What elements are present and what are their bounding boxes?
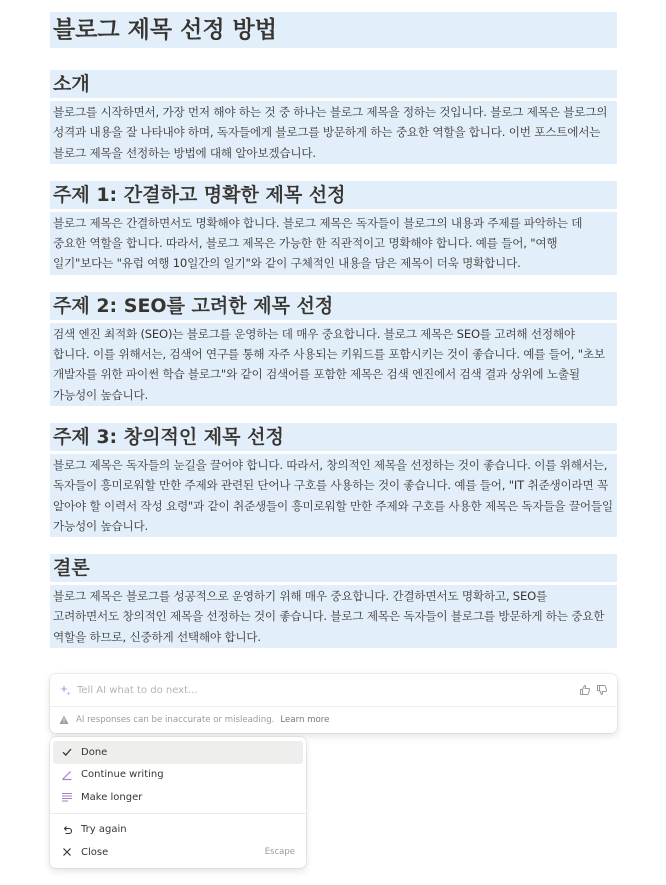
section-heading[interactable]: 주제 1: 간결하고 명확한 제목 선정 xyxy=(50,181,617,209)
menu-item-label: Continue writing xyxy=(81,769,164,781)
menu-item-make-longer[interactable] xyxy=(53,786,303,809)
menu-item-label: Try again xyxy=(81,824,127,836)
section-heading[interactable]: 주제 2: SEO를 고려한 제목 선정 xyxy=(50,292,617,320)
section-body[interactable]: 검색 엔진 최적화 (SEO)는 블로그를 운영하는 데 매우 중요합니다. 블로그 제목은 SEO를 고려해 선정해야 합니다. 이를 위해서는, 검색어 연구를 통해 자주 사용되는 키워드를 포함시키는 것이 좋습니다. 예를 들어, "초보 개발자를 위한 파이썬 학습 블로그"와 같이 검색어를 포함한 제목은 검색 엔진에서 검색 결과 상위에 노출될 가능성이 높습니다. xyxy=(50,323,617,406)
menu-item-label: Done xyxy=(81,746,108,758)
document xyxy=(50,12,617,665)
menu-item-close[interactable] xyxy=(53,841,303,864)
section-topic-2 xyxy=(50,292,617,406)
close-icon xyxy=(61,846,73,858)
thumbs-up-icon[interactable] xyxy=(579,684,591,696)
shortcut-hint: Escape xyxy=(264,847,295,858)
section-heading[interactable]: 결론 xyxy=(50,554,617,582)
ai-prompt-row xyxy=(50,674,617,707)
pen-icon xyxy=(61,769,73,781)
lines-icon xyxy=(61,791,73,803)
ai-prompt-input[interactable] xyxy=(77,685,579,696)
disclaimer-text: AI responses can be inaccurate or misleading. xyxy=(76,715,275,725)
menu-divider xyxy=(50,813,306,814)
ai-actions-menu xyxy=(50,737,306,868)
ai-disclaimer xyxy=(50,707,617,733)
feedback-buttons xyxy=(579,684,608,696)
section-topic-1 xyxy=(50,181,617,275)
section-body[interactable]: 블로그를 시작하면서, 가장 먼저 해야 하는 것 중 하나는 블로그 제목을 정하는 것입니다. 블로그 제목은 블로그의 성격과 내용을 잘 나타내야 하며, 독자들에게 블로그를 방문하게 하는 중요한 역할을 합니다. 이번 포스트에서는 블로그 제목을 선정하는 방법에 대해 알아보겠습니다. xyxy=(50,101,617,164)
section-heading[interactable]: 주제 3: 창의적인 제목 선정 xyxy=(50,423,617,451)
section-heading[interactable]: 소개 xyxy=(50,70,617,98)
menu-item-try-again[interactable] xyxy=(53,819,303,842)
section-body[interactable]: 블로그 제목은 독자들의 눈길을 끌어야 합니다. 따라서, 창의적인 제목을 선정하는 것이 좋습니다. 이를 위해서는, 독자들이 흥미로워할 만한 주제와 관련된 단어나 구호를 사용하는 것이 좋습니다. 예를 들어, "IT 취준생이라면 꼭 알아야 할 이력서 작성 요령"과 같이 취준생들이 흥미로워할 만한 주제와 구호를 사용한 제목은 독자들을 끌어들일 가능성이 높습니다. xyxy=(50,454,617,537)
section-body[interactable]: 블로그 제목은 블로그를 성공적으로 운영하기 위해 매우 중요합니다. 간결하면서도 명확하고, SEO를 고려하면서도 창의적인 제목을 선정하는 것이 좋습니다. 블로그 제목은 독자들이 블로그를 방문하게 하는 중요한 역할을 하므로, 신중하게 선택해야 합니다. xyxy=(50,585,617,648)
menu-item-continue-writing[interactable] xyxy=(53,764,303,787)
thumbs-down-icon[interactable] xyxy=(596,684,608,696)
section-topic-3 xyxy=(50,423,617,537)
warning-icon xyxy=(59,715,69,725)
check-icon xyxy=(61,746,73,758)
menu-item-done[interactable] xyxy=(53,741,303,764)
undo-icon xyxy=(61,824,73,836)
learn-more-link[interactable]: Learn more xyxy=(280,715,330,725)
section-conclusion xyxy=(50,554,617,648)
section-intro xyxy=(50,70,617,164)
sparkle-icon xyxy=(59,684,71,696)
ai-prompt-panel xyxy=(50,674,617,733)
menu-item-label: Close xyxy=(81,846,109,858)
menu-item-label: Make longer xyxy=(81,791,143,803)
section-body[interactable]: 블로그 제목은 간결하면서도 명확해야 합니다. 블로그 제목은 독자들이 블로그의 내용과 주제를 파악하는 데 중요한 역할을 합니다. 따라서, 블로그 제목은 가능한 한 직관적이고 명확해야 합니다. 예를 들어, "여행 일기"보다는 "유럽 여행 10일간의 일기"와 같이 구체적인 내용을 담은 제목이 더욱 명확합니다. xyxy=(50,212,617,275)
page-title[interactable]: 블로그 제목 선정 방법 xyxy=(50,12,617,48)
